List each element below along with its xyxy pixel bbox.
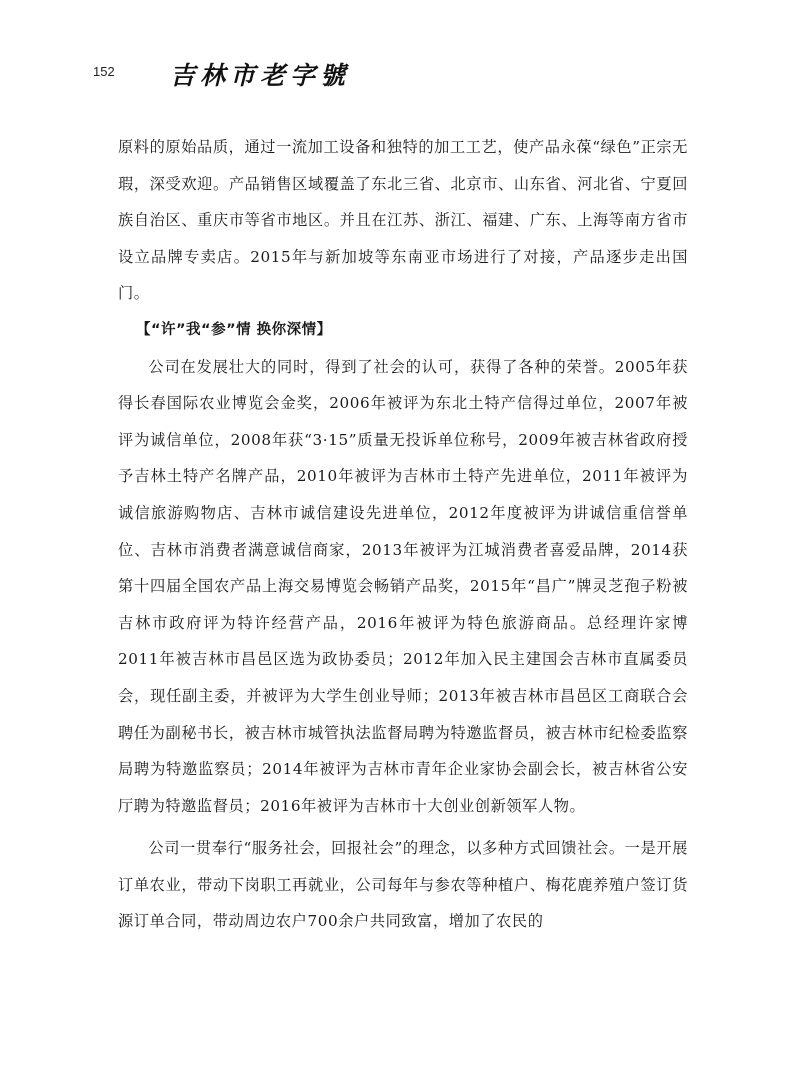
section-heading: 【“许”我“参”情 换你深情】 bbox=[136, 321, 332, 338]
page-number: 152 bbox=[93, 64, 115, 79]
body-text bbox=[118, 129, 688, 940]
paragraph-1: 原料的原始品质，通过一流加工设备和独特的加工工艺，使产品永葆“绿色”正宗无瑕，深受欢迎。产品销售区域覆盖了东北三省、北京市、山东省、河北省、宁夏回族自治区、重庆市等省市地区。并且在江苏、浙江、福建、广东、上海等南方省市设立品牌专卖店。2015年与新加坡等东南亚市场进行了对接，产品逐步走出国门。 bbox=[118, 138, 688, 303]
running-header-title: 吉林市老字號 bbox=[170, 61, 351, 90]
paragraph-3: 公司一贯奉行“服务社会，回报社会”的理念，以多种方式回馈社会。一是开展订单农业，带动下岗职工再就业，公司每年与参农等种植户、梅花鹿养殖户签订货源订单合同，带动周边农户700余户共同致富，增加了农民的 bbox=[118, 839, 688, 931]
paragraph-2: 公司在发展壮大的同时，得到了社会的认可，获得了各种的荣誉。2005年获得长春国际农业博览会金奖，2006年被评为东北土特产信得过单位，2007年被评为诚信单位，2008年获“3·15”质量无投诉单位称号，2009年被吉林省政府授予吉林土特产名牌产品，2010年被评为吉林市土特产先进单位，2011年被评为诚信旅游购物店、吉林市诚信建设先进单位，2012年度被评为讲诚信重信誉单位、吉林市消费者满意诚信商家，2013年被评为江城消费者喜爱品牌，2014获第十四届全国农产品上海交易博览会畅销产品奖，2015年“昌广”牌灵芝孢子粉被吉林市政府评为特许经营产品，2016年被评为特色旅游商品。总经理许家博2011年被吉林市昌邑区选为政协委员；2012年加入民主建国会吉林市直属委员会，现任副主委，并被评为大学生创业导师；2013年被吉林市昌邑区工商联合会聘任为副秘书长，被吉林市城管执法监督局聘为特邀监督员，被吉林市纪检委监察局聘为特邀监察员；2014年被评为吉林市青年企业家协会副会长，被吉林省公安厅聘为特邀监督员；2016年被评为吉林市十大创业创新领军人物。 bbox=[118, 357, 688, 815]
